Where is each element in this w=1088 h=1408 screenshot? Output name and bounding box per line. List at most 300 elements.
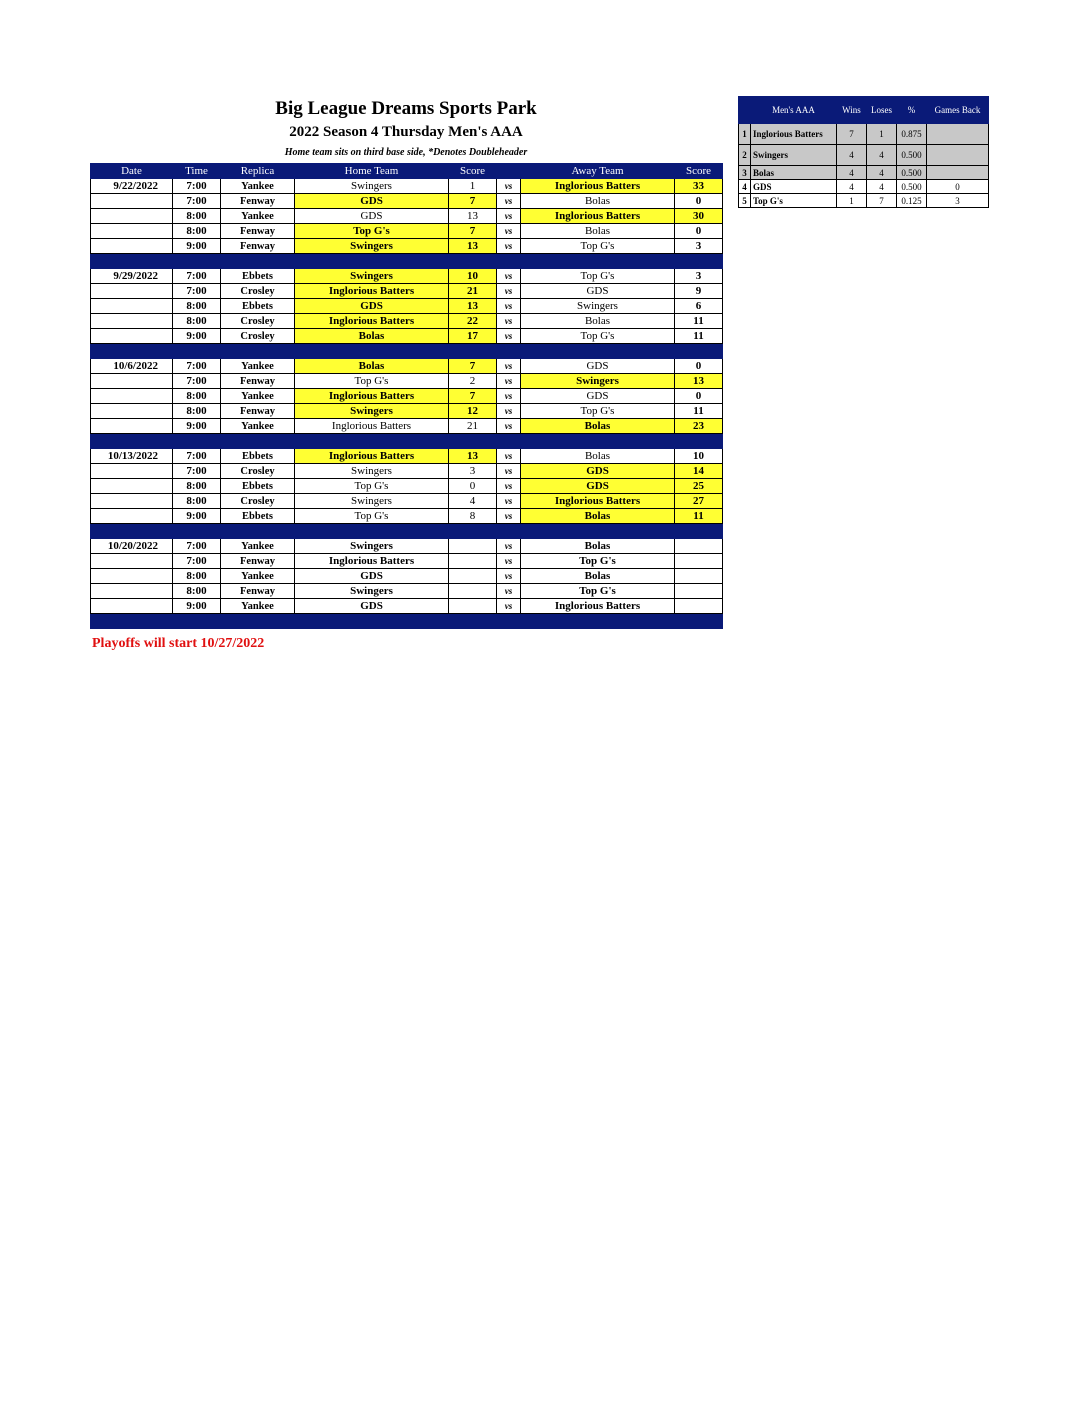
game-time: 8:00	[173, 569, 221, 584]
game-replica: Yankee	[221, 209, 295, 224]
game-replica: Ebbets	[221, 479, 295, 494]
standings-pct: 0.875	[897, 124, 927, 145]
table-row	[91, 584, 723, 599]
col-header-date: Date	[91, 164, 173, 179]
standings-header-row	[739, 97, 989, 124]
standings-row	[739, 166, 989, 180]
schedule-header-row	[91, 164, 723, 179]
game-date	[91, 494, 173, 509]
separator-cell	[449, 344, 497, 359]
away-team: Top G's	[521, 584, 675, 599]
standings-pct: 0.500	[897, 180, 927, 194]
separator-cell	[675, 344, 723, 359]
table-row	[91, 389, 723, 404]
game-date	[91, 509, 173, 524]
separator-cell	[521, 434, 675, 449]
vs-label: vs	[497, 404, 521, 419]
away-team: Inglorious Batters	[521, 209, 675, 224]
home-score: 3	[449, 464, 497, 479]
home-score	[449, 584, 497, 599]
standings-header-games-back: Games Back	[927, 97, 989, 124]
game-replica: Ebbets	[221, 449, 295, 464]
table-row	[91, 299, 723, 314]
vs-label: vs	[497, 539, 521, 554]
vs-label: vs	[497, 269, 521, 284]
standings-rank: 5	[739, 194, 751, 208]
vs-label: vs	[497, 554, 521, 569]
vs-label: vs	[497, 584, 521, 599]
game-replica: Crosley	[221, 464, 295, 479]
col-header-time: Time	[173, 164, 221, 179]
home-team: GDS	[295, 194, 449, 209]
away-score: 11	[675, 404, 723, 419]
away-score	[675, 584, 723, 599]
home-team: Swingers	[295, 269, 449, 284]
table-row	[91, 359, 723, 374]
home-score	[449, 539, 497, 554]
game-replica: Crosley	[221, 284, 295, 299]
away-score: 13	[675, 374, 723, 389]
game-replica: Fenway	[221, 224, 295, 239]
away-team: GDS	[521, 479, 675, 494]
away-score: 11	[675, 314, 723, 329]
game-date	[91, 404, 173, 419]
separator-cell	[675, 614, 723, 629]
col-header-away-team: Away Team	[521, 164, 675, 179]
game-date	[91, 569, 173, 584]
home-team: Top G's	[295, 374, 449, 389]
home-score: 7	[449, 359, 497, 374]
game-time: 7:00	[173, 179, 221, 194]
home-team: GDS	[295, 209, 449, 224]
game-date	[91, 194, 173, 209]
separator-cell	[173, 344, 221, 359]
away-team: Top G's	[521, 404, 675, 419]
away-team: GDS	[521, 464, 675, 479]
separator-cell	[91, 524, 173, 539]
game-replica: Yankee	[221, 359, 295, 374]
standings-rank: 2	[739, 145, 751, 166]
away-score: 0	[675, 224, 723, 239]
home-score: 22	[449, 314, 497, 329]
separator-cell	[91, 614, 173, 629]
separator-cell	[173, 434, 221, 449]
table-row	[91, 569, 723, 584]
home-score: 17	[449, 329, 497, 344]
game-replica: Fenway	[221, 374, 295, 389]
game-replica: Fenway	[221, 554, 295, 569]
standings-team: Bolas	[751, 166, 837, 180]
game-time: 7:00	[173, 284, 221, 299]
standings-wins: 7	[837, 124, 867, 145]
game-replica: Yankee	[221, 179, 295, 194]
game-date	[91, 329, 173, 344]
week-separator	[91, 524, 723, 539]
page-subtitle: 2022 Season 4 Thursday Men's AAA	[289, 124, 523, 140]
schedule-note: Home team sits on third base side, *Denotes Doubleheader	[284, 147, 528, 158]
game-replica: Yankee	[221, 389, 295, 404]
game-date	[91, 314, 173, 329]
standings-rank: 1	[739, 124, 751, 145]
game-date	[91, 209, 173, 224]
game-time: 9:00	[173, 329, 221, 344]
home-score: 13	[449, 239, 497, 254]
vs-label: vs	[497, 509, 521, 524]
home-score: 10	[449, 269, 497, 284]
home-score: 4	[449, 494, 497, 509]
home-score: 13	[449, 449, 497, 464]
home-team: Swingers	[295, 464, 449, 479]
game-time: 7:00	[173, 194, 221, 209]
away-score: 30	[675, 209, 723, 224]
away-score: 0	[675, 389, 723, 404]
away-score: 3	[675, 239, 723, 254]
vs-label: vs	[497, 209, 521, 224]
game-date	[91, 239, 173, 254]
away-score: 0	[675, 194, 723, 209]
away-score: 27	[675, 494, 723, 509]
home-score	[449, 569, 497, 584]
game-time: 7:00	[173, 359, 221, 374]
home-score: 2	[449, 374, 497, 389]
away-team: Top G's	[521, 329, 675, 344]
home-team: Inglorious Batters	[295, 449, 449, 464]
game-replica: Ebbets	[221, 509, 295, 524]
away-team: Bolas	[521, 449, 675, 464]
separator-cell	[449, 614, 497, 629]
game-replica: Yankee	[221, 569, 295, 584]
standings-loses: 4	[867, 166, 897, 180]
vs-label: vs	[497, 494, 521, 509]
game-replica: Fenway	[221, 404, 295, 419]
away-team: GDS	[521, 389, 675, 404]
page-title: Big League Dreams Sports Park	[275, 98, 537, 119]
standings-games-back	[927, 124, 989, 145]
separator-cell	[497, 254, 521, 269]
home-team: Inglorious Batters	[295, 389, 449, 404]
week-separator	[91, 614, 723, 629]
home-score: 7	[449, 224, 497, 239]
game-replica: Yankee	[221, 599, 295, 614]
game-date	[91, 389, 173, 404]
table-row	[91, 179, 723, 194]
home-score: 12	[449, 404, 497, 419]
separator-cell	[221, 254, 295, 269]
vs-label: vs	[497, 329, 521, 344]
separator-cell	[449, 434, 497, 449]
game-time: 7:00	[173, 374, 221, 389]
home-team: GDS	[295, 599, 449, 614]
game-replica: Crosley	[221, 494, 295, 509]
game-time: 8:00	[173, 209, 221, 224]
standings-loses: 1	[867, 124, 897, 145]
week-separator	[91, 344, 723, 359]
game-time: 7:00	[173, 269, 221, 284]
standings-header-wins: Wins	[837, 97, 867, 124]
schedule-table	[90, 163, 723, 629]
col-header-home-score: Score	[449, 164, 497, 179]
game-time: 8:00	[173, 389, 221, 404]
game-replica: Crosley	[221, 314, 295, 329]
standings-header-pct: %	[897, 97, 927, 124]
week-separator	[91, 434, 723, 449]
game-time: 8:00	[173, 404, 221, 419]
home-score: 0	[449, 479, 497, 494]
away-score: 0	[675, 359, 723, 374]
away-team: Swingers	[521, 299, 675, 314]
standings-pct: 0.125	[897, 194, 927, 208]
game-date	[91, 599, 173, 614]
game-time: 9:00	[173, 419, 221, 434]
separator-cell	[221, 434, 295, 449]
away-score: 14	[675, 464, 723, 479]
home-team: Swingers	[295, 584, 449, 599]
away-team: Inglorious Batters	[521, 494, 675, 509]
home-team: Top G's	[295, 224, 449, 239]
standings-loses: 4	[867, 145, 897, 166]
standings-row	[739, 145, 989, 166]
game-date	[91, 479, 173, 494]
vs-label: vs	[497, 284, 521, 299]
game-time: 7:00	[173, 464, 221, 479]
standings-pct: 0.500	[897, 166, 927, 180]
game-replica: Ebbets	[221, 269, 295, 284]
game-replica: Yankee	[221, 419, 295, 434]
table-row	[91, 599, 723, 614]
away-team: Top G's	[521, 239, 675, 254]
vs-label: vs	[497, 239, 521, 254]
separator-cell	[497, 344, 521, 359]
table-row	[91, 509, 723, 524]
table-row	[91, 194, 723, 209]
vs-label: vs	[497, 449, 521, 464]
home-score: 7	[449, 194, 497, 209]
vs-label: vs	[497, 194, 521, 209]
week-separator	[91, 254, 723, 269]
game-replica: Yankee	[221, 539, 295, 554]
table-row	[91, 479, 723, 494]
standings-team: GDS	[751, 180, 837, 194]
standings-loses: 4	[867, 180, 897, 194]
away-team: Bolas	[521, 419, 675, 434]
game-time: 8:00	[173, 479, 221, 494]
separator-cell	[675, 254, 723, 269]
away-team: GDS	[521, 359, 675, 374]
home-team: Bolas	[295, 329, 449, 344]
home-team: Swingers	[295, 494, 449, 509]
away-score	[675, 539, 723, 554]
table-row	[91, 404, 723, 419]
home-team: Inglorious Batters	[295, 554, 449, 569]
separator-cell	[497, 434, 521, 449]
away-score: 6	[675, 299, 723, 314]
separator-cell	[295, 524, 449, 539]
away-team: Top G's	[521, 269, 675, 284]
table-row	[91, 449, 723, 464]
vs-label: vs	[497, 359, 521, 374]
away-score: 33	[675, 179, 723, 194]
vs-label: vs	[497, 224, 521, 239]
separator-cell	[221, 524, 295, 539]
home-score	[449, 554, 497, 569]
separator-cell	[675, 524, 723, 539]
table-row	[91, 269, 723, 284]
away-score: 10	[675, 449, 723, 464]
separator-cell	[449, 254, 497, 269]
away-score	[675, 569, 723, 584]
game-date: 10/13/2022	[91, 449, 173, 464]
separator-cell	[521, 254, 675, 269]
vs-label: vs	[497, 389, 521, 404]
standings-team: Top G's	[751, 194, 837, 208]
game-time: 9:00	[173, 239, 221, 254]
standings-wins: 4	[837, 166, 867, 180]
table-row	[91, 239, 723, 254]
away-score: 11	[675, 509, 723, 524]
standings-row	[739, 180, 989, 194]
game-time: 8:00	[173, 584, 221, 599]
home-team: Inglorious Batters	[295, 419, 449, 434]
home-team: GDS	[295, 299, 449, 314]
table-row	[91, 464, 723, 479]
separator-cell	[295, 614, 449, 629]
away-team: Bolas	[521, 539, 675, 554]
home-team: Swingers	[295, 539, 449, 554]
game-time: 7:00	[173, 554, 221, 569]
separator-cell	[91, 344, 173, 359]
separator-cell	[295, 434, 449, 449]
separator-cell	[173, 254, 221, 269]
table-row	[91, 329, 723, 344]
separator-cell	[675, 434, 723, 449]
table-row	[91, 314, 723, 329]
home-score: 1	[449, 179, 497, 194]
game-time: 8:00	[173, 314, 221, 329]
table-row	[91, 419, 723, 434]
game-time: 7:00	[173, 539, 221, 554]
separator-cell	[497, 524, 521, 539]
table-row	[91, 494, 723, 509]
home-score: 21	[449, 284, 497, 299]
vs-label: vs	[497, 479, 521, 494]
home-score: 13	[449, 209, 497, 224]
table-row	[91, 224, 723, 239]
away-team: Bolas	[521, 569, 675, 584]
game-date	[91, 299, 173, 314]
game-date: 10/6/2022	[91, 359, 173, 374]
away-score: 23	[675, 419, 723, 434]
game-date	[91, 419, 173, 434]
home-team: Inglorious Batters	[295, 284, 449, 299]
vs-label: vs	[497, 599, 521, 614]
home-team: Swingers	[295, 179, 449, 194]
away-team: Bolas	[521, 194, 675, 209]
separator-cell	[91, 434, 173, 449]
col-header-replica: Replica	[221, 164, 295, 179]
vs-label: vs	[497, 314, 521, 329]
separator-cell	[173, 614, 221, 629]
home-team: Top G's	[295, 509, 449, 524]
game-date	[91, 584, 173, 599]
table-row	[91, 554, 723, 569]
game-time: 8:00	[173, 494, 221, 509]
away-team: Top G's	[521, 554, 675, 569]
game-replica: Ebbets	[221, 299, 295, 314]
separator-cell	[521, 614, 675, 629]
game-replica: Crosley	[221, 329, 295, 344]
standings-games-back	[927, 145, 989, 166]
separator-cell	[449, 524, 497, 539]
col-header-vs	[497, 164, 521, 179]
standings-team: Swingers	[751, 145, 837, 166]
home-team: Top G's	[295, 479, 449, 494]
standings-header-division: Men's AAA	[751, 97, 837, 124]
home-score: 8	[449, 509, 497, 524]
vs-label: vs	[497, 419, 521, 434]
standings-rank: 4	[739, 180, 751, 194]
away-score: 9	[675, 284, 723, 299]
separator-cell	[221, 344, 295, 359]
standings-row	[739, 124, 989, 145]
home-score	[449, 599, 497, 614]
home-team: Inglorious Batters	[295, 314, 449, 329]
away-team: Bolas	[521, 224, 675, 239]
separator-cell	[91, 254, 173, 269]
table-row	[91, 284, 723, 299]
separator-cell	[521, 344, 675, 359]
standings-pct: 0.500	[897, 145, 927, 166]
standings-row	[739, 194, 989, 208]
standings-wins: 4	[837, 145, 867, 166]
table-row	[91, 539, 723, 554]
home-score: 13	[449, 299, 497, 314]
home-score: 21	[449, 419, 497, 434]
game-replica: Fenway	[221, 239, 295, 254]
table-row	[91, 209, 723, 224]
separator-cell	[173, 524, 221, 539]
game-date	[91, 554, 173, 569]
game-time: 9:00	[173, 599, 221, 614]
home-score: 7	[449, 389, 497, 404]
standings-rank: 3	[739, 166, 751, 180]
away-team: Inglorious Batters	[521, 179, 675, 194]
game-date	[91, 374, 173, 389]
col-header-away-score: Score	[675, 164, 723, 179]
standings-loses: 7	[867, 194, 897, 208]
game-date	[91, 464, 173, 479]
away-team: Bolas	[521, 509, 675, 524]
vs-label: vs	[497, 299, 521, 314]
col-header-home-team: Home Team	[295, 164, 449, 179]
away-team: Swingers	[521, 374, 675, 389]
separator-cell	[521, 524, 675, 539]
vs-label: vs	[497, 374, 521, 389]
away-team: GDS	[521, 284, 675, 299]
game-time: 7:00	[173, 449, 221, 464]
game-replica: Fenway	[221, 194, 295, 209]
standings-header-loses: Loses	[867, 97, 897, 124]
game-time: 8:00	[173, 299, 221, 314]
game-time: 9:00	[173, 509, 221, 524]
home-team: Bolas	[295, 359, 449, 374]
home-team: GDS	[295, 569, 449, 584]
standings-games-back: 3	[927, 194, 989, 208]
game-date: 10/20/2022	[91, 539, 173, 554]
table-row	[91, 374, 723, 389]
home-team: Swingers	[295, 239, 449, 254]
standings-wins: 4	[837, 180, 867, 194]
game-date	[91, 224, 173, 239]
